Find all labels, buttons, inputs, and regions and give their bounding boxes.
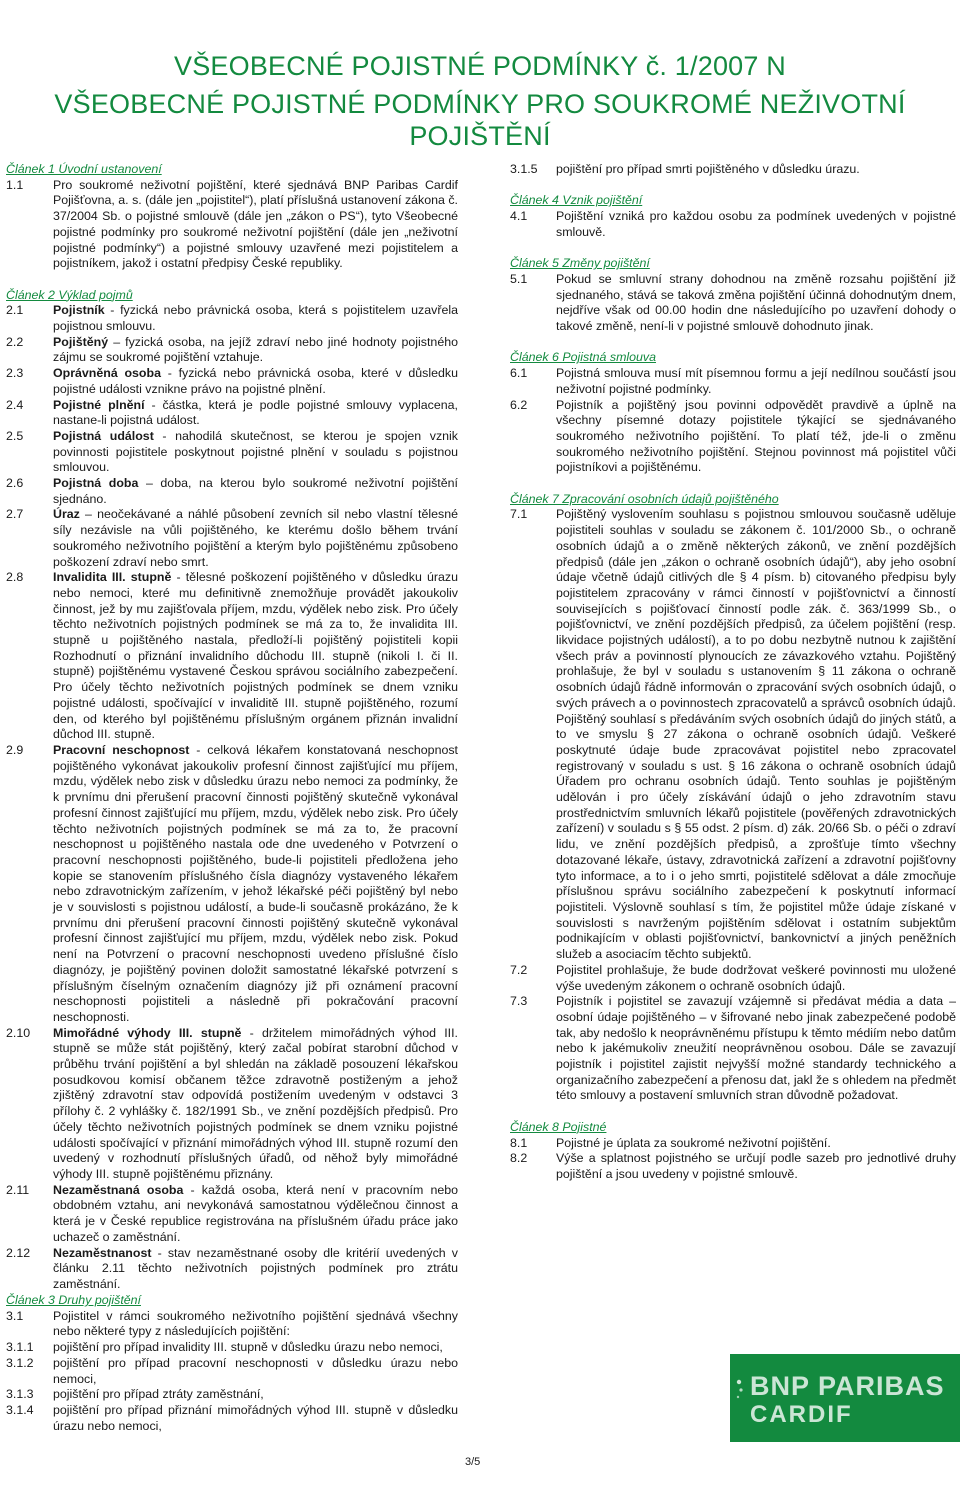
clause-3-1-4 bbox=[6, 1403, 458, 1434]
logo-text-bnp-paribas: BNP PARIBAS bbox=[750, 1371, 945, 1401]
clause-number: 2.9 bbox=[6, 743, 24, 757]
clause-number: 2.6 bbox=[6, 476, 24, 491]
clause-6-1 bbox=[510, 366, 956, 397]
clause-number: 4.1 bbox=[510, 209, 528, 224]
clause-number: 3.1 bbox=[6, 1308, 24, 1323]
clause-text: - částka, která je podle pojistné smlouvy vyplacena, nastane-li pojistná událost. bbox=[53, 397, 458, 428]
clause-number: 6.1 bbox=[510, 366, 528, 381]
clause-4-1 bbox=[510, 209, 956, 240]
clause-2-11 bbox=[6, 1183, 458, 1246]
clause-text: – doba, na kterou bylo soukromé neživotní pojištění sjednáno. bbox=[53, 476, 458, 506]
clause-number: 1.1 bbox=[6, 177, 24, 192]
clause-7-3 bbox=[510, 994, 956, 1104]
clause-text: pojištění pro případ přiznání mimořádných výhod III. stupně v důsledku úrazu nebo nemoci, bbox=[53, 1402, 458, 1433]
clause-text: Pojistná smlouva musí mít písemnou formu a její nedílnou součástí jsou neživotní pojistné podmínky. bbox=[556, 366, 956, 396]
clause-6-2 bbox=[510, 398, 956, 477]
article-2-heading: Článek 2 Výklad pojmů bbox=[6, 287, 133, 302]
clause-number: 3.1.3 bbox=[6, 1387, 34, 1402]
term: Pracovní neschopnost bbox=[53, 743, 190, 757]
clause-text: - celková lékařem konstatovaná neschopnost pojištěného vykonávat jakoukoliv profesní činnost zajišťující mu příjem, mzdu, výdělek nebo zisk v důsledku úrazu nebo nemoci za podmínky, že k prvnímu dni přerušení pracovní činnosti pojištěný skutečně vykonával profesní činnost zajišťující mu příjem, mzdu, výdělek nebo zisk. Pro účely těchto neživotních pojistných podmínek se má za to, že pracovní neschopnost u pojištěného nastala ode dne uvedeného v Potvrzení o pracovní neschopnosti pojištěného, bude-li pojistiteli předložena jeho kopie se stanovením příslušného čísla diagnózy vystaveného lékařem nebo zdravotnickým zařízením, v jehož lékařské péči pojištěný byl nebo je v souvislosti s pojistnou událostí, a bude-li současně prokázáno, že k prvnímu dni přerušení pracovní činnosti pojištěný skutečně vykonával profesní činnost zajišťující mu příjem, mzdu, výdělek nebo zisk. Pokud není na Potvrzení o pracovní neschopnosti uvedeno příslušné číslo diagnózy, je pojištěný povinen doložit samostatné lékařské potvrzení s příslušným číselným označením diagnózy již při oznámení pracovní neschopnosti pojistiteli a následně při pokračování pracovní neschopnosti. bbox=[53, 743, 458, 1024]
clause-number: 8.2 bbox=[510, 1151, 528, 1166]
clause-text: pojištění pro případ invalidity III. stupně v důsledku úrazu nebo nemoci, bbox=[53, 1340, 443, 1355]
document-subtitle: VŠEOBECNÉ POJISTNÉ PODMÍNKY PRO SOUKROMÉ NEŽIVOTNÍ POJIŠTĚNÍ bbox=[54, 89, 906, 151]
term: Invalidita III. stupně bbox=[53, 570, 172, 585]
clause-8-1 bbox=[510, 1136, 956, 1152]
clause-text: – fyzická osoba, na jejíž zdraví nebo jiné hodnoty pojistného zájmu se soukromé pojištění vztahuje. bbox=[53, 334, 458, 365]
clause-text: pojištění pro případ smrti pojištěného v důsledku úrazu. bbox=[556, 162, 860, 176]
article-4-heading: Článek 4 Vznik pojištění bbox=[510, 193, 643, 208]
left-column bbox=[6, 162, 458, 1293]
clause-5-1 bbox=[510, 272, 956, 335]
article-5-heading: Článek 5 Změny pojištění bbox=[510, 256, 650, 271]
clause-number: 7.2 bbox=[510, 962, 528, 977]
clause-2-2 bbox=[6, 335, 458, 366]
clause-number: 2.8 bbox=[6, 570, 24, 585]
clause-text: Pojistník i pojistitel se zavazují vzájemně si předávat média a data – osobní údaje pojištěného – v šifrované nebo jinak zabezpečené podobě tak, aby nedošlo k neoprávněnému přístupu k těmto médiím nebo datům nebo k jakémukoliv zneužití neoprávněnou osobou. Dále se zavazují pojistník i pojistitel zajistit nejvyšší možné standardy technického a organizačního zabezpečení a přenosu dat, jakl že s ohledem na předmět této smlouvy a postavení smluvních stran důvodně požadovat. bbox=[556, 994, 956, 1103]
clause-2-6 bbox=[6, 476, 458, 507]
clause-text: Pro soukromé neživotní pojištění, které sjednává BNP Paribas Cardif Pojišťovna, a. s. (dále jen „pojistitel“), platí příslušná ustanovení zákona č. 37/2004 Sb. o pojistné smlouvě (dále jen „zákon o PS“), tyto Všeobecné pojistné podmínky pro soukromé neživotní pojištění (dále jen „neživotní pojistné podmínky“) a pojistné smlouvy uzavřené mezi pojistitelem a pojistníkem, jakož i ostatní předpisy České republiky. bbox=[53, 177, 458, 271]
clause-text: - stav nezaměstnané osoby dle kritérií uvedených v článku 2.11 těchto neživotních pojistných podmínek pro ztrátu zaměstnání. bbox=[53, 1245, 458, 1291]
term: Pojistná událost bbox=[53, 428, 154, 443]
clause-2-8 bbox=[6, 570, 458, 743]
clause-number: 3.1.4 bbox=[6, 1402, 34, 1417]
clause-7-1 bbox=[510, 507, 956, 962]
clause-text: - fyzická nebo právnická osoba, která s pojistitelem uzavřela pojistnou smlouvu. bbox=[53, 303, 458, 334]
term: Nezaměstnaná osoba bbox=[53, 1182, 184, 1197]
clause-text: Pokud se smluvní strany dohodnou na změně rozsahu pojištění již sjednaného, stává se taková změna pojištění účinná dohodnutým dnem, nejdříve však od 00.00 hodin dne následujícího po uzavření dohody o takové změně, není-li v pojistné smlouvě dohodnuto jinak. bbox=[556, 271, 956, 333]
bottom-left-column bbox=[6, 1293, 458, 1434]
term: Pojistník bbox=[53, 303, 105, 318]
logo-text-cardif: CARDIF bbox=[750, 1401, 853, 1428]
term: Mimořádné výhody III. stupně bbox=[53, 1025, 242, 1040]
clause-number: 2.10 bbox=[6, 1025, 31, 1040]
clause-number: 6.2 bbox=[510, 397, 528, 412]
term: Pojištěný bbox=[53, 334, 109, 349]
article-7-heading: Článek 7 Zpracování osobních údajů pojištěného bbox=[510, 491, 779, 506]
term: Nezaměstnanost bbox=[53, 1245, 152, 1260]
clause-number: 2.7 bbox=[6, 507, 24, 522]
clause-text: Výše a splatnost pojistného se určují podle sazeb pro jednotlivé druhy pojištění a jsou uvedeny v pojistné smlouvě. bbox=[556, 1151, 956, 1181]
clause-text: Pojištěný vyslovením souhlasu s pojistnou smlouvou současně uděluje pojistiteli souhlas v souladu se zákonem č. 101/2000 Sb., o ochraně osobních údajů a o změně některých zákonů, ve znění pozdějších předpisů (dále jen „zákon o ochraně osobních údajů“), aby jeho osobní údaje včetně údajů citlivých dle § 4 písm. b) citovaného předpisu byly pojistitelem zpracovány v rámci činností v pojišťovnictví a činností souvisejících s pojišťovací činností podle zák. č. 363/1999 Sb., o pojišťovnictví, ve znění pozdějších předpisů, za účelem pojištění (resp. likvidace pojistných událostí), a to po dobu nezbytně nutnou k zajištění všech práv a povinností plynoucích ze závazkového vztahu. Pojištěný prohlašuje, že byl v souladu s ustanovením § 11 zákona o ochraně osobních údajů řádně informován o zpracování svých osobních údajů, o svých právech a o povinnostech zpracovatelů a správců osobních údajů. Pojištěný souhlasí s předáváním svých osobních údajů do jiných států, a to ve smyslu § 27 zákona o ochraně osobních údajů. Veškeré poskytnuté údaje bude zpracovávat pojistitel nebo zpracovatel registrovaný v souladu s ust. § 16 zákona o ochraně osobních údajů Úřadem pro ochranu osobních údajů. Tento souhlas je pojištěným udělován i pro účely získávání údajů o jeho zdravotním stavu prostřednictvím smluvních lékařů pojistitele (pověřených zdravotnických zařízení) v souladu s § 55 odst. 2 písm. d) zák. 20/66 Sb. o péči o zdraví lidu, ve znění pozdějších předpisů, a zprošťuje tímto všechny dotazované lékaře, ústavy, zdravotnická zařízení a zdravotní pojišťovny tyto informace, a to i o jeho smrti, pojistitelé sdělovat a dále zmocňuje příslušnou správu sociálního zabezpečení k poskytnutí informací pojistiteli. Výslovně souhlasí s tím, že pojistitel může údaje získané v souvislosti s navrženým pojištěním sdělovat i ostatním subjektům podnikajícím v oblasti pojišťovnictví, bankovnictví a jiných peněžních služeb a asociacím těchto subjektů. bbox=[556, 507, 956, 962]
clause-number: 7.1 bbox=[510, 507, 528, 522]
clause-number: 2.1 bbox=[6, 303, 24, 318]
bnp-paribas-cardif-logo bbox=[730, 1354, 960, 1442]
right-column bbox=[510, 162, 956, 1183]
term: Pojistná doba bbox=[53, 476, 139, 491]
clause-text: pojištění pro případ pracovní neschopnosti v důsledku úrazu nebo nemoci, bbox=[53, 1355, 458, 1386]
clause-text: pojištění pro případ ztráty zaměstnání, bbox=[53, 1387, 264, 1402]
clause-2-1 bbox=[6, 303, 458, 334]
clause-number: 7.3 bbox=[510, 994, 528, 1009]
term: Oprávněná osoba bbox=[53, 366, 161, 381]
clause-number: 3.1.2 bbox=[6, 1355, 34, 1370]
article-1-heading: Článek 1 Úvodní ustanovení bbox=[6, 162, 162, 176]
clause-number: 2.2 bbox=[6, 334, 24, 349]
clause-7-2 bbox=[510, 963, 956, 994]
clause-text: - každá osoba, která není v pracovním nebo obdobném vztahu, ani nevykonává samostatnou výdělečnou činnost a která je v České republice registrována na příslušném úřadu práce jako uchazeč o zaměstnání. bbox=[53, 1182, 459, 1244]
clause-text: - držitelem mimořádných výhod III. stupně se může stát pojištěný, který začal pobírat starobní důchod v průběhu trvání pojištění a byl shledán na základě posouzení lékařskou posudkovou komisí občanem těžce zdravotně postiženým a jehož zjištěný zdravotní stav odpovídá postižením uvedeným v odstavci 3 přílohy č. 2 vyhlášky č. 182/1991 Sb., ve znění pozdějších předpisů. Pro účely těchto neživotních pojistných podmínek se dnem vzniku pojistné události spočívající v přiznání mimořádných výhod III. stupně rozumí den uvedený v rozhodnutí příslušných úřadů, od něhož byly mimořádné výhody III. stupně pojištěnému přiznány. bbox=[53, 1025, 458, 1181]
clause-text: Pojistitel prohlašuje, že bude dodržovat veškeré povinnosti mu uložené výše uvedeným zákonem o ochraně osobních údajů. bbox=[556, 962, 956, 993]
article-6-heading: Článek 6 Pojistná smlouva bbox=[510, 350, 657, 365]
clause-number: 3.1.5 bbox=[510, 162, 538, 176]
clause-2-4 bbox=[6, 398, 458, 429]
term: Pojistné plnění bbox=[53, 397, 145, 412]
clause-8-2 bbox=[510, 1151, 956, 1182]
clause-3-1 bbox=[6, 1309, 458, 1340]
clause-number: 2.12 bbox=[6, 1245, 31, 1260]
clause-number: 2.11 bbox=[6, 1182, 30, 1197]
clause-text: Pojistník a pojištěný jsou povinni odpovědět pravdivě a úplně na všechny písemné dotazy pojistitele týkající se sjednávaného soukromého neživotního pojištění. To platí též, jde-li o změnu soukromého neživotního pojištění. Stejnou povinnost má pojistitel vůči pojistníkovi a pojištěnému. bbox=[556, 397, 956, 475]
clause-text: Pojistné je úplata za soukromé neživotní pojištění. bbox=[556, 1135, 831, 1150]
document-title: VŠEOBECNÉ POJISTNÉ PODMÍNKY č. 1/2007 N bbox=[174, 51, 786, 81]
clause-text: - tělesné poškození pojištěného v důsledku úrazu nebo nemoci, které mu definitivně znemožňuje provádět jakoukoliv činnost, jež by mu zajišťovala příjem, mzdu, výdělek nebo zisk. Pro účely těchto neživotních pojistných podmínek se má za to, že invalidita III. stupně u pojištěného nastala, předloží-li pojištěný pojistiteli kopii Rozhodnutí o přiznání invalidního důchodu III. stupně (nikoli I. či II. stupně) pojištěnému vystavené Českou správou sociálního zabezpečení. Pro účely těchto neživotních pojistných podmínek se dnem vzniku pojistné události, spočívající v invaliditě III. stupně pojištěného, rozumí den, od kterého byl pojištěnému příslušným orgánem přiznán invalidní důchod III. stupně. bbox=[53, 570, 458, 742]
page-number: 3/5 bbox=[465, 1456, 481, 1468]
clause-3-1-2 bbox=[6, 1356, 458, 1387]
article-8-heading: Článek 8 Pojistné bbox=[510, 1119, 607, 1134]
clause-number: 2.3 bbox=[6, 366, 24, 381]
clause-text: - nahodilá skutečnost, se kterou je spojen vznik povinnosti pojistitele poskytnout pojistné plnění v souladu s pojistnou smlouvou. bbox=[53, 428, 458, 475]
clause-number: 5.1 bbox=[510, 271, 528, 286]
clause-text: – neočekávané a náhlé působení zevních sil nebo vlastní tělesné síly nezávisle na vůli pojištěného, ke kterému došlo během trvání soukromého neživotního pojištění a kterým bylo pojištěnému způsobeno poškození zdraví nebo smrt. bbox=[53, 507, 458, 569]
clause-2-3 bbox=[6, 366, 458, 397]
clause-1-1 bbox=[6, 178, 458, 272]
clause-3-1-5 bbox=[510, 162, 956, 178]
clause-text: Pojistitel v rámci soukromého neživotního pojištění sjednává všechny nebo některé typy z následujících pojištění: bbox=[53, 1308, 458, 1339]
clause-2-12 bbox=[6, 1246, 458, 1293]
article-3-heading: Článek 3 Druhy pojištění bbox=[6, 1293, 141, 1307]
clause-2-10 bbox=[6, 1026, 458, 1183]
clause-2-7 bbox=[6, 507, 458, 570]
clause-number: 2.5 bbox=[6, 428, 24, 443]
clause-text: Pojištění vzniká pro každou osobu za podmínek uvedených v pojistné smlouvě. bbox=[556, 209, 956, 239]
clause-number: 2.4 bbox=[6, 397, 24, 412]
clause-2-5 bbox=[6, 429, 458, 476]
star-mark-icon bbox=[732, 1376, 746, 1420]
clause-number: 8.1 bbox=[510, 1135, 528, 1150]
term: Úraz bbox=[53, 507, 80, 522]
clause-number: 3.1.1 bbox=[6, 1340, 34, 1355]
clause-text: - fyzická nebo právnická osoba, které v důsledku pojistné události vznikne právo na pojistné plnění. bbox=[53, 366, 458, 396]
clause-3-1-3 bbox=[6, 1387, 458, 1403]
clause-2-9 bbox=[6, 743, 458, 1026]
clause-3-1-1 bbox=[6, 1340, 458, 1356]
